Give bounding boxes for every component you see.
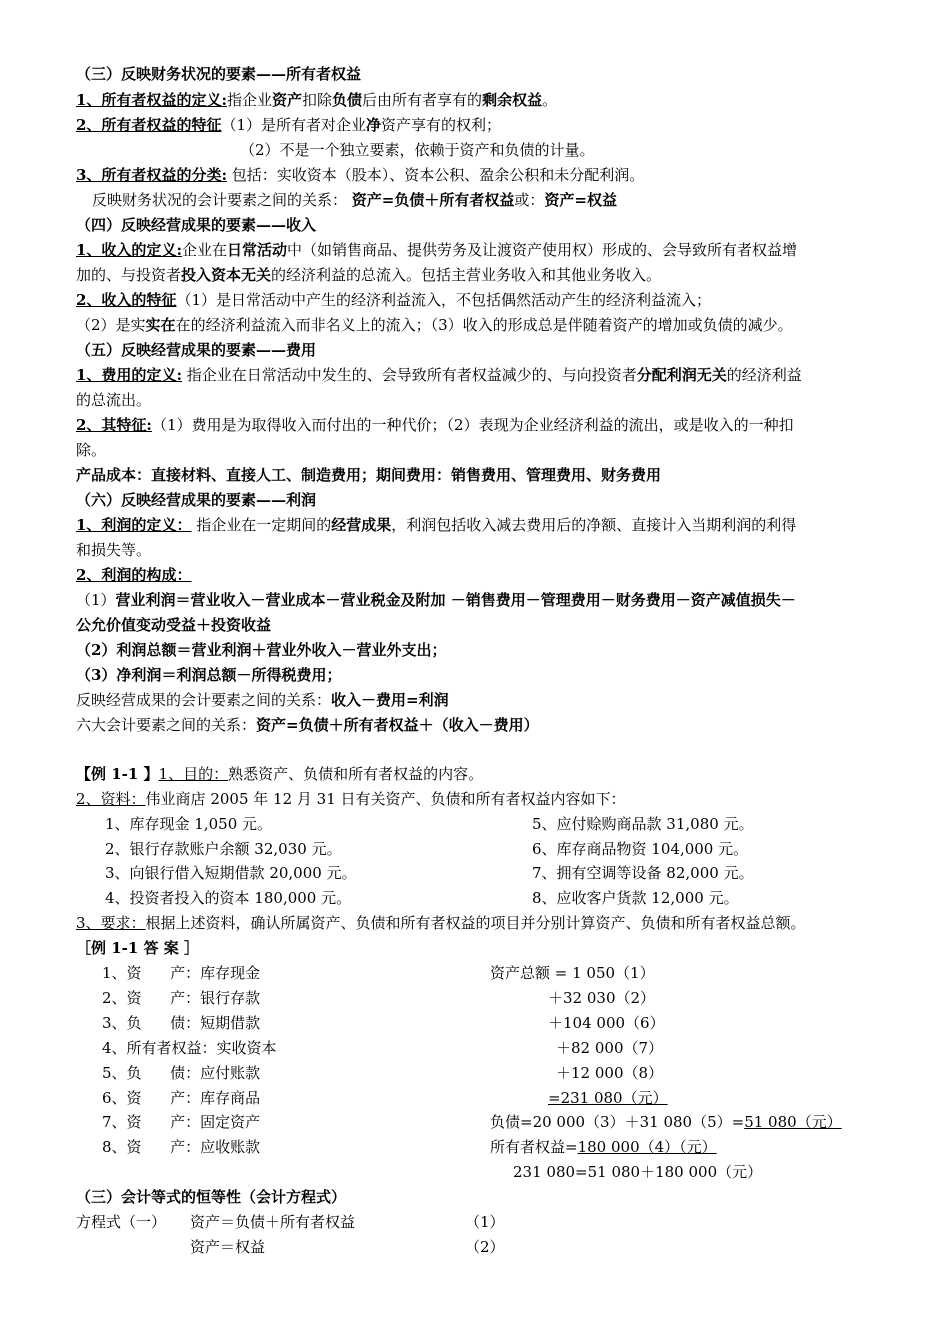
asset-total-line: 资产总额 = 1 050（1） xyxy=(490,964,655,982)
profit-definition: 1、利润的定义： 指企业在一定期间的经营成果，利润包括收入减去费用后的净额、直接计入当期利润的利得 xyxy=(76,516,797,534)
owner-equity-classification-label: 3、所有者权益的分类: xyxy=(76,166,227,184)
revenue-feature-label: 2、收入的特征 xyxy=(76,291,177,309)
profit-definition-label: 1、利润的定义： xyxy=(76,516,192,534)
answer-item: 1、资 产：库存现金 xyxy=(102,964,261,982)
financial-position-relation: 反映财务状况的会计要素之间的关系： 资产=负债＋所有者权益或：资产=权益 xyxy=(92,191,617,209)
section-title-expense: （五）反映经营成果的要素——费用 xyxy=(76,341,317,359)
example-item: 1、库存现金 1,050 元。 xyxy=(105,815,273,833)
equation-2-number: （2） xyxy=(465,1238,505,1256)
example-item: 6、库存商品物资 104,000 元。 xyxy=(532,840,749,858)
example-source-label: 2、资料： xyxy=(76,790,146,808)
revenue-definition-label: 1、收入的定义: xyxy=(76,241,182,259)
expense-definition-cont: 的总流出。 xyxy=(76,391,152,409)
owner-equity-definition-label: 1、所有者权益的定义: xyxy=(76,91,227,109)
answer-item: 8、资 产：应收账款 xyxy=(102,1138,261,1156)
revenue-feature-1: 2、收入的特征（1）是日常活动中产生的经济利益流入，不包括偶然活动产生的经济利益流入； xyxy=(76,291,712,309)
operating-profit-formula-cont: 公允价值变动受益＋投资收益 xyxy=(76,616,272,634)
expense-feature-cont: 除。 xyxy=(76,441,107,459)
section-title-owner-equity: （三）反映财务状况的要素——所有者权益 xyxy=(76,65,362,83)
liability-total-line: 负债=20 000（3）＋31 080（5）=51 080（元） xyxy=(490,1113,842,1131)
equity-total-line: 所有者权益=180 000（4）（元） xyxy=(490,1138,717,1156)
example-requirement: 3、要求：根据上述资料，确认所属资产、负债和所有者权益的项目并分别计算资产、负债和所有者权益总额。 xyxy=(76,914,806,932)
operating-profit-formula: （1）营业利润＝营业收入－营业成本－营业税金及附加 －销售费用－管理费用－财务费用－资产减值损失－ xyxy=(76,591,796,609)
equation-1: 资产＝负债＋所有者权益 xyxy=(190,1213,356,1231)
profit-definition-cont: 和损失等。 xyxy=(76,541,152,559)
asset-total-addend: ＋12 000（8） xyxy=(556,1064,664,1082)
answer-item: 7、资 产：固定资产 xyxy=(102,1113,261,1131)
example-heading: 【例 1-1 】1、目的：熟悉资产、负债和所有者权益的内容。 xyxy=(76,765,484,783)
owner-equity-feature-label: 2、所有者权益的特征 xyxy=(76,116,222,134)
accounting-equation-title: （三）会计等式的恒等性（会计方程式） xyxy=(76,1188,347,1206)
owner-equity-definition: 1、所有者权益的定义:指企业资产扣除负债后由所有者享有的剩余权益。 xyxy=(76,91,558,109)
section-title-profit: （六）反映经营成果的要素——利润 xyxy=(76,491,317,509)
revenue-definition-cont: 加的、与投资者投入资本无关的经济利益的总流入。包括主营业务收入和其他业务收入。 xyxy=(76,266,662,284)
expense-definition-label: 1、费用的定义: xyxy=(76,366,182,384)
answer-item: 6、资 产：库存商品 xyxy=(102,1089,261,1107)
example-item: 8、应收客户货款 12,000 元。 xyxy=(532,889,739,907)
product-cost-line: 产品成本：直接材料、直接人工、制造费用；期间费用：销售费用、管理费用、财务费用 xyxy=(76,466,662,484)
balance-check-line: 231 080=51 080＋180 000（元） xyxy=(513,1163,763,1181)
expense-definition: 1、费用的定义: 指企业在日常活动中发生的、会导致所有者权益减少的、与向投资者分配利润无关的经济利益 xyxy=(76,366,802,384)
example-requirement-label: 3、要求： xyxy=(76,914,146,932)
expense-feature-label: 2、其特征: xyxy=(76,416,152,434)
equation-label: 方程式（一） xyxy=(76,1213,167,1231)
profit-composition-label: 2、利润的构成： xyxy=(76,566,192,584)
six-elements-relation: 六大会计要素之间的关系：资产=负债＋所有者权益＋（收入－费用） xyxy=(76,716,539,734)
equation-1-number: （1） xyxy=(465,1213,505,1231)
owner-equity-feature-2: （2）不是一个独立要素，依赖于资产和负债的计量。 xyxy=(240,141,595,159)
example-item: 2、银行存款账户余额 32,030 元。 xyxy=(105,840,342,858)
example-item: 3、向银行借入短期借款 20,000 元。 xyxy=(105,864,357,882)
example-source: 2、资料：伟业商店 2005 年 12 月 31 日有关资产、负债和所有者权益内容如下： xyxy=(76,790,626,808)
example-item: 7、拥有空调等设备 82,000 元。 xyxy=(532,864,754,882)
revenue-feature-2: （2）是实实在在的经济利益流入而非名义上的流入；（3）收入的形成总是伴随着资产的增加或负债的减少。 xyxy=(76,316,793,334)
operating-result-relation: 反映经营成果的会计要素之间的关系：收入－费用=利润 xyxy=(76,691,449,709)
owner-equity-feature-1: 2、所有者权益的特征（1）是所有者对企业净资产享有的权利； xyxy=(76,116,502,134)
answer-title: ［例 1-1 答 案 ］ xyxy=(76,939,199,957)
net-profit-formula: （3）净利润＝利润总额－所得税费用； xyxy=(76,666,342,684)
asset-total-addend: ＋104 000（6） xyxy=(548,1014,665,1032)
section-title-revenue: （四）反映经营成果的要素——收入 xyxy=(76,216,317,234)
example-item: 5、应付赊购商品款 31,080 元。 xyxy=(532,815,754,833)
example-item: 4、投资者投入的资本 180,000 元。 xyxy=(105,889,352,907)
asset-total-result: =231 080（元） xyxy=(548,1089,668,1107)
asset-total-addend: ＋32 030（2） xyxy=(548,989,656,1007)
answer-item: 5、负 债：应付账款 xyxy=(102,1064,261,1082)
revenue-definition: 1、收入的定义:企业在日常活动中（如销售商品、提供劳务及让渡资产使用权）形成的、会导致所有者权益增 xyxy=(76,241,798,259)
owner-equity-classification: 3、所有者权益的分类: 包括：实收资本（股本）、资本公积、盈余公积和未分配利润。 xyxy=(76,166,645,184)
answer-item: 3、负 债：短期借款 xyxy=(102,1014,261,1032)
answer-item: 4、所有者权益：实收资本 xyxy=(102,1039,277,1057)
total-profit-formula: （2）利润总额＝营业利润＋营业外收入－营业外支出； xyxy=(76,641,447,659)
equation-2: 资产＝权益 xyxy=(190,1238,266,1256)
asset-total-addend: ＋82 000（7） xyxy=(556,1039,664,1057)
answer-item: 2、资 产：银行存款 xyxy=(102,989,261,1007)
expense-feature: 2、其特征:（1）费用是为取得收入而付出的一种代价；（2）表现为企业经济利益的流出，或是收入的一种扣 xyxy=(76,416,794,434)
